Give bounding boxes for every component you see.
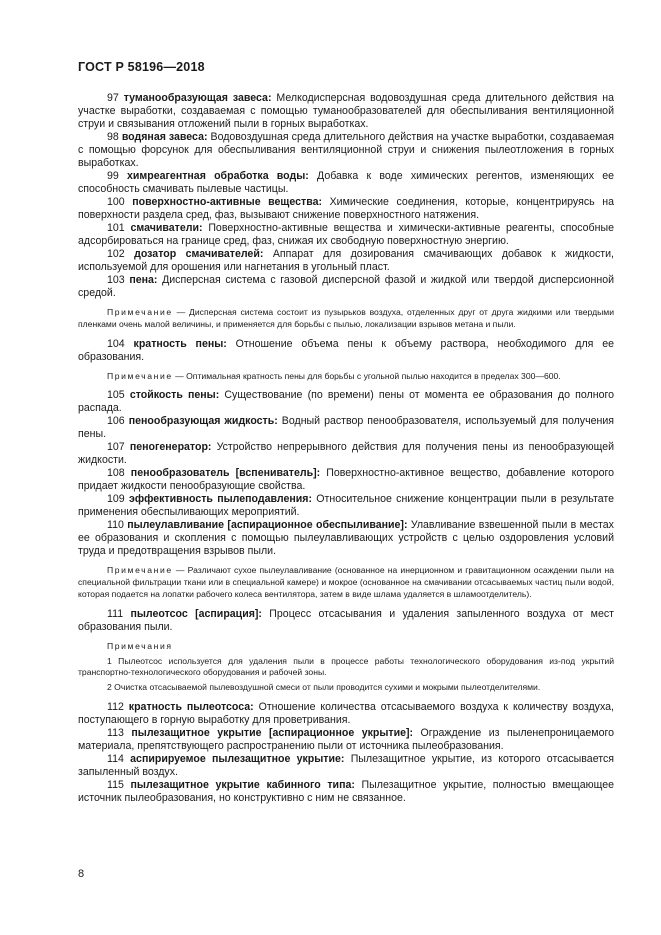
term-entry	[78, 608, 614, 634]
term-number: 112	[107, 700, 124, 713]
term-definition: Добавка к воде химических регентов, изменяющих ее способность смачивать пылевые частицы.	[78, 170, 614, 195]
term-name: пылеотсос [аспирация]:	[130, 607, 262, 620]
note-label: Примечание	[107, 370, 173, 381]
term-entry	[78, 274, 614, 300]
term-number: 110	[107, 519, 124, 532]
term-number: 102	[107, 248, 125, 260]
term-number: 109	[107, 493, 125, 506]
term-name: пылезащитное укрытие кабинного типа:	[130, 778, 355, 791]
term-entry	[78, 519, 614, 558]
term-entry	[78, 467, 614, 493]
term-entry	[78, 338, 614, 364]
term-number: 99	[107, 170, 119, 182]
term-definition: Улавливание взвешенной пыли в местах ее образования и скопления с помощью пылеулавливающих устройств с целью оздоровления условий труда и предотвращения взрывов пыли.	[78, 519, 614, 558]
term-name: туманообразующая завеса:	[123, 92, 272, 104]
term-number: 115	[107, 778, 124, 791]
term-entry	[78, 493, 614, 519]
term-number: 108	[107, 467, 125, 480]
term-definition: Поверхностно-активные вещества и химически-активные реагенты, способные адсорбироваться на границе сред, фаз, снижая их свободную поверхностную энергию.	[78, 222, 614, 247]
term-definition: Поверхностно-активное вещество, добавление которого придает жидкости пенообразующие свойства.	[78, 467, 614, 493]
note-entry	[78, 307, 614, 331]
term-number: 105	[107, 389, 125, 402]
term-number: 114	[107, 752, 124, 765]
note-paragraph: 2 Очистка отсасываемой пылевоздушной смеси от пыли проводится сухими и мокрыми пылеотделителями.	[107, 682, 541, 693]
note-text: — Дисперсная система состоит из пузырьков воздуха, отделенных друг от друга жидкими или твердыми пленками очень малой величины, и применяется для борьбы с пылью, локализации взрывов метана и пыли.	[78, 307, 615, 329]
term-definition: Отношение объема пены к объему раствора, необходимого для ее образования.	[78, 337, 614, 363]
term-number: 106	[107, 415, 125, 428]
term-number: 98	[107, 131, 119, 143]
term-definition: Дисперсная система с газовой дисперсной фазой и жидкой или твердой дисперсионной средой.	[78, 274, 615, 299]
note-entry	[78, 565, 614, 600]
term-definition: Водный раствор пенообразователя, используемый для получения пены.	[78, 415, 614, 441]
term-entry	[78, 727, 614, 753]
document-body	[78, 92, 614, 805]
term-name: смачиватели:	[130, 222, 203, 234]
term-definition: Мелкодисперсная водовоздушная среда длительного действия на участке выработки, создаваемая с помощью туманообразователей для обеспыливания вентиляционной струи и связывания отложений пыли в горных выработках.	[78, 92, 614, 130]
term-name: пылезащитное укрытие [аспирационное укрытие]:	[131, 726, 414, 739]
term-name: стойкость пены:	[129, 389, 220, 402]
note-label: Примечание	[107, 565, 173, 576]
term-name: пылеулавливание [аспирационное обеспыливание]:	[127, 519, 408, 532]
term-name: химреагентная обработка воды:	[127, 170, 309, 182]
term-name: поверхностно-активные вещества:	[132, 196, 322, 208]
term-entry	[78, 415, 614, 441]
term-definition: Относительное снижение концентрации пыли в результате применения обеспыливающих мероприятий.	[78, 493, 615, 519]
term-name: пенообразователь [вспениватель]:	[130, 467, 321, 480]
term-definition: Устройство непрерывного действия для получения пены из пенообразующей жидкости.	[78, 441, 614, 467]
page-number: 8	[78, 868, 85, 880]
term-entry	[78, 131, 614, 170]
term-number: 103	[107, 274, 125, 286]
term-definition: Отношение количества отсасываемого воздуха к количеству воздуха, поступающего в горную выработку для проветривания.	[78, 700, 614, 726]
term-number: 113	[107, 726, 124, 739]
term-name: пена:	[129, 274, 158, 286]
term-entry	[78, 779, 614, 805]
term-name: пенообразующая жидкость:	[128, 415, 278, 428]
term-number: 104	[107, 337, 125, 350]
term-definition: Пылезащитное укрытие, из которого отсасывается запыленный воздух.	[78, 752, 614, 778]
term-definition: Водовоздушная среда длительного действия на участке выработки, создаваемая с помощью форсунок для обеспыливания вентиляционной струи и снижения пылеотложения в горных выработках.	[78, 131, 614, 169]
term-number: 107	[107, 441, 125, 454]
term-name: кратность пылеотсоса:	[128, 700, 254, 713]
term-entry	[78, 170, 614, 196]
term-entry	[78, 389, 614, 415]
notes-heading: Примечания	[107, 640, 173, 651]
note-text: — Оптимальная кратность пены для борьбы с угольной пылью находится в пределах 300—600.	[175, 370, 561, 381]
term-name: кратность пены:	[133, 337, 227, 350]
term-number: 100	[107, 196, 125, 208]
note-label: Примечание	[107, 307, 173, 317]
term-definition: Процесс отсасывания и удаления запыленного воздуха от мест образования пыли.	[78, 607, 614, 633]
term-definition: Ограждение из пыленепроницаемого материала, препятствующего распространению пыли от источника пылеобразования.	[78, 726, 614, 752]
term-name: аспирируемое пылезащитное укрытие:	[130, 752, 345, 765]
term-entry	[78, 701, 614, 727]
term-entry	[78, 441, 614, 467]
term-definition: Химические соединения, которые, концентрируясь на поверхности раздела сред, фаз, вызывают снижение поверхностного натяжения.	[78, 196, 614, 221]
term-entry	[78, 248, 614, 274]
note-entry	[78, 371, 614, 383]
term-definition: Существование (по времени) пены от момента ее образования до полного распада.	[78, 389, 614, 415]
note-text: — Различают сухое пылеулавливание (основанное на инерционном и гравитационном осаждении пыли на специальной фильтрации ткани или в специальной камере) и мокрое (основанное на смачивании отсасываемых частиц пыли водой, которая подается на лопатки рабочего колеса вентилятора, затем в виде шлама удаляется в шламоотделитель).	[78, 565, 614, 599]
term-entry	[78, 222, 614, 248]
term-definition: Аппарат для дозирования смачивающих добавок к жидкости, используемой для орошения или нагнетания в угольный пласт.	[78, 248, 614, 273]
term-number: 111	[107, 607, 124, 620]
term-name: водяная завеса:	[121, 131, 208, 143]
term-entry	[78, 92, 614, 131]
term-number: 97	[107, 92, 119, 104]
term-number: 101	[107, 222, 125, 234]
term-definition: Пылезащитное укрытие, полностью вмещающее источник пылеобразования, но конструктивно с ним не связанное.	[78, 778, 614, 804]
term-name: дозатор смачивателей:	[134, 248, 264, 260]
term-entry	[78, 196, 614, 222]
note-paragraph: 1 Пылеотсос используется для удаления пыли в процессе работы технологического оборудования из-под укрытий транспортно-технологического оборудования и рабочей зоны.	[78, 655, 614, 678]
standard-header: ГОСТ Р 58196—2018	[78, 60, 205, 74]
term-name: пеногенератор:	[129, 441, 212, 454]
term-entry	[78, 753, 614, 779]
term-name: эффективность пылеподавления:	[128, 493, 312, 506]
